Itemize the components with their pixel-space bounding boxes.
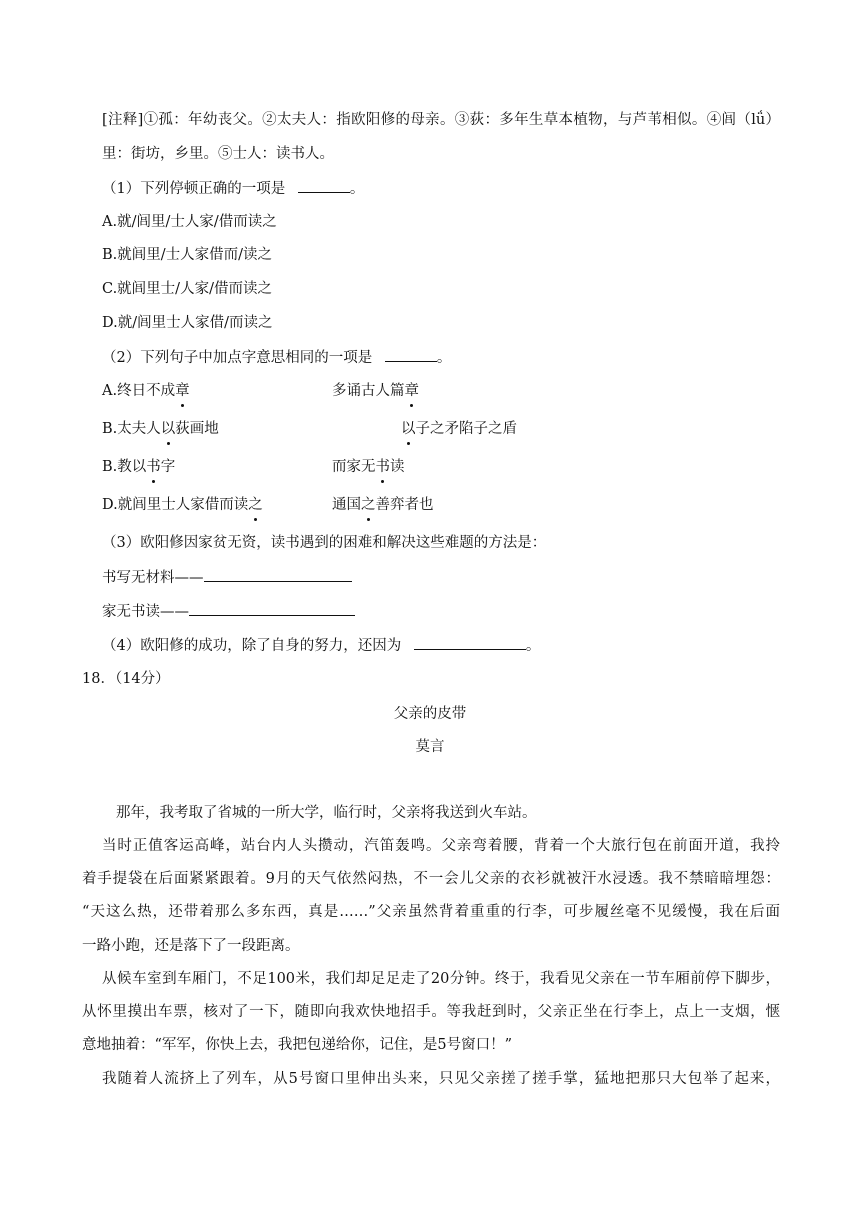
q2-row-b-right [401, 419, 517, 439]
q1-option-b: B.就闾里/士人家借而/读之 [102, 247, 273, 263]
article-p2-line-3: “天这么热，还带着那么多东西，真是……”父亲虽然背着重重的行李，可步履丝毫不见缓慢，我在后面 [82, 904, 780, 920]
dotted-char: 章 [175, 383, 190, 399]
q1-option-a: A.就/闾里/士人家/借而读之 [102, 214, 277, 230]
article-title: 父亲的皮带 [393, 706, 467, 722]
q2-row-c-left [102, 457, 175, 477]
article-p3-line-2: 从怀里摸出车票，核对了一下，随即向我欢快地招手。等我赶到时，父亲正坐在行李上，点上一支烟，惬 [82, 1004, 780, 1020]
q1-stem-text: （1）下列停顿正确的一项是 [102, 181, 286, 197]
annotation-line-2: 里：街坊，乡里。⑤士人：读书人。 [102, 146, 334, 162]
article-p4-line-1: 我随着人流挤上了列车，从5号窗口里伸出头来，只见父亲搓了搓手掌，猛地把那只大包举了起来， [102, 1071, 780, 1087]
dotted-char: 之 [361, 497, 376, 513]
q1-option-c: C.就闾里士/人家/借而读之 [102, 281, 272, 297]
text-segment: 子之矛陷子之盾 [415, 421, 517, 437]
article-p2-line-2: 着手提袋在后面紧紧跟着。9月的天气依然闷热，不一会儿父亲的衣衫就被汗水浸透。我不禁暗暗埋怨： [82, 871, 780, 887]
annotation-line-1: [注释]①孤：年幼丧父。②太夫人：指欧阳修的母亲。③荻：多年生草本植物，与芦苇相似。④闾（lǘ） [102, 112, 780, 128]
dotted-char: 章 [404, 383, 419, 399]
q2-stem-end: 。 [436, 350, 452, 366]
article-paragraph-1: 那年，我考取了省城的一所大学，临行时，父亲将我送到火车站。 [116, 805, 537, 821]
dotted-char: 以 [401, 421, 416, 437]
q4-answer-blank[interactable] [414, 635, 526, 650]
q2-answer-blank[interactable] [385, 347, 437, 362]
q4-stem-text: （4）欧阳修的成功，除了自身的努力，还因为 [102, 638, 402, 654]
dotted-char: 以 [160, 421, 176, 437]
q1-option-d: D.就/闾里士人家借/而读之 [102, 315, 273, 331]
dotted-char: 之 [248, 497, 263, 513]
text-segment: B.太夫人 [102, 421, 161, 437]
q3-answer-a [102, 567, 352, 588]
text-segment: 善弈者也 [375, 497, 434, 513]
q1-stem [102, 178, 364, 199]
article-p3-line-3: 意地抽着：“军军，你快上去，我把包递给你，记住，是5号窗口！” [82, 1037, 513, 1053]
text-segment: B.教以 [102, 459, 147, 475]
text-segment: 字 [160, 459, 176, 475]
question-18-number: 18．（14分） [82, 671, 170, 687]
q1-answer-blank[interactable] [298, 178, 350, 193]
q3-blank-a[interactable] [204, 567, 352, 582]
q4-stem-end: 。 [525, 638, 541, 654]
q4-stem [102, 635, 540, 656]
text-segment: 通国 [332, 497, 361, 513]
q2-row-d-right [332, 495, 434, 515]
q3-answer-b [102, 601, 355, 622]
q3-blank-b[interactable] [189, 601, 355, 616]
text-segment: 读 [390, 459, 405, 475]
text-segment: 而家无 [332, 459, 376, 475]
q2-row-c-right [332, 457, 405, 477]
text-segment: 多诵古人篇 [332, 383, 405, 399]
q2-stem [102, 347, 451, 368]
text-segment: D.就闾里士人家借而读 [102, 497, 249, 513]
dotted-char: 书 [375, 459, 390, 475]
article-p2-line-1: 当时正值客运高峰，站台内人头攒动，汽笛轰鸣。父亲弯着腰，背着一个大旅行包在前面开道，我拎 [102, 838, 780, 854]
q1-stem-end: 。 [349, 181, 365, 197]
q2-row-a-left [102, 381, 190, 401]
text-segment: 荻画地 [175, 421, 219, 437]
q2-row-b-left [102, 419, 219, 439]
article-p3-line-1: 从候车室到车厢门，不足100米，我们却足足走了20分钟。终于，我看见父亲在一节车厢前停下脚步， [102, 971, 780, 987]
q3-stem: （3）欧阳修因家贫无资，读书遇到的困难和解决这些难题的方法是： [102, 535, 547, 551]
article-author: 莫言 [415, 739, 445, 755]
article-p2-line-4: 一路小跑，还是落下了一段距离。 [82, 938, 300, 954]
q2-row-a-right [332, 381, 419, 401]
q3-label-b: 家无书读—— [102, 604, 189, 620]
text-segment: A.终日不成 [102, 383, 176, 399]
q3-label-a: 书写无材料—— [102, 570, 204, 586]
dotted-char: 书 [146, 459, 161, 475]
q2-stem-text: （2）下列句子中加点字意思相同的一项是 [102, 350, 373, 366]
q2-row-d-left [102, 495, 263, 515]
